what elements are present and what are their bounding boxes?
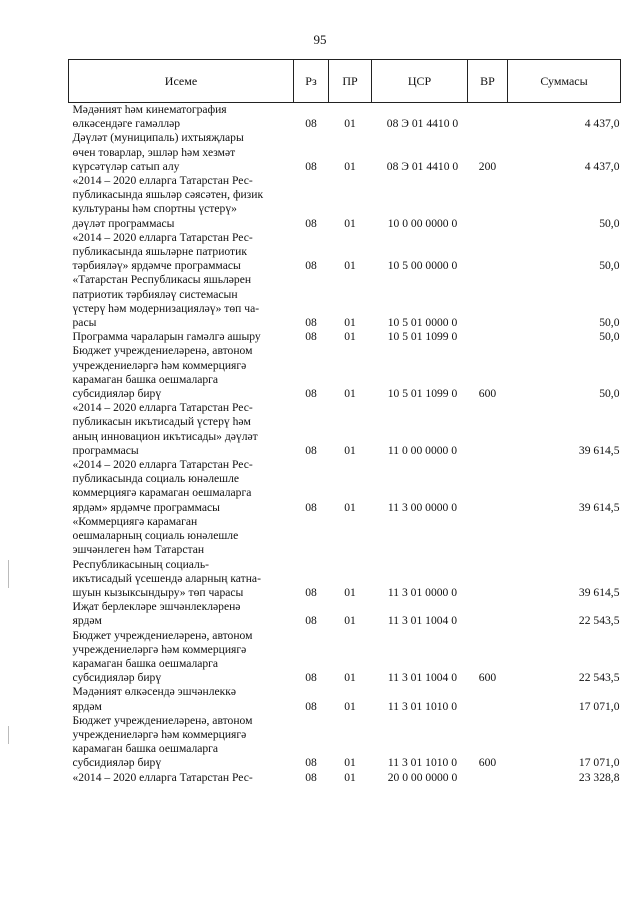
cell-name: Дәүләт (муниципаль) ихтыяҗлары өчен товарлар, эшләр һәм хезмәт күрсәтүләр сатып алу xyxy=(72,131,244,173)
cell-sum: 39 614,5 xyxy=(578,500,620,514)
cell-csr: 11 3 01 0000 0 xyxy=(387,585,458,599)
cell-csr: 11 3 01 1010 0 xyxy=(387,756,458,770)
table-header-row xyxy=(69,60,621,103)
cell-vr xyxy=(468,600,508,628)
page-number: 95 xyxy=(313,32,327,47)
cell-rz: 08 xyxy=(305,387,317,401)
cell-name: «2014 – 2020 елларга Татарстан Рес- публикасында социаль юнәлешле коммерциягә карамаган оешмаларга ярдәм» ярдәмче программасы xyxy=(72,458,253,514)
cell-pr: 01 xyxy=(344,387,356,401)
cell-sum: 50,0 xyxy=(599,387,620,401)
cell-vr: 200 xyxy=(478,159,497,173)
cell-vr xyxy=(468,401,508,458)
cell-sum: 50,0 xyxy=(599,259,620,273)
cell-pr: 01 xyxy=(344,259,356,273)
cell-name: «2014 – 2020 елларга Татарстан Рес- публикасында яшьләр сәясәтен, физик культураны һәм спортны үстерү» дәүләт программасы xyxy=(72,174,264,230)
cell-rz: 08 xyxy=(305,756,317,770)
header-csr: ЦСР xyxy=(372,60,468,103)
cell-pr: 01 xyxy=(344,585,356,599)
cell-name: «2014 – 2020 елларга Татарстан Рес- публикасын икътисадый үстерү һәм аның инновацион икътисады» дәүләт программасы xyxy=(72,401,258,457)
cell-sum: 22 543,5 xyxy=(578,614,620,628)
cell-rz: 08 xyxy=(305,443,317,457)
cell-name: Бюджет учреждениеләренә, автоном учреждениеләргә һәм коммерциягә карамаган башка оешмаларга субсидияләр бирү xyxy=(72,344,253,401)
table-row xyxy=(69,344,621,401)
cell-rz: 08 xyxy=(305,117,317,131)
cell-vr xyxy=(468,515,508,600)
scan-margin-mark xyxy=(8,726,9,744)
table-row xyxy=(69,629,621,686)
cell-sum: 50,0 xyxy=(599,316,620,330)
header-rz: Рз xyxy=(294,60,329,103)
table-row xyxy=(69,714,621,771)
cell-vr xyxy=(468,685,508,713)
cell-vr xyxy=(468,330,508,344)
cell-csr: 11 3 01 1004 0 xyxy=(387,671,458,685)
cell-vr xyxy=(468,174,508,231)
header-vr: ВР xyxy=(468,60,508,103)
cell-pr: 01 xyxy=(344,216,356,230)
cell-pr: 01 xyxy=(344,699,356,713)
cell-rz: 08 xyxy=(305,671,317,685)
cell-name: Иҗат берлекләре эшчәнлекләренә ярдәм xyxy=(72,600,241,628)
cell-csr: 11 3 00 0000 0 xyxy=(387,500,458,514)
cell-csr: 20 0 00 0000 0 xyxy=(387,770,458,784)
cell-vr xyxy=(468,231,508,274)
cell-rz: 08 xyxy=(305,259,317,273)
cell-name: «Коммерциягә карамаган оешмаларның социаль юнәлешле эшчәнлеген һәм Татарстан Республикасының социаль- икътисадый үсешендә аларның катна- шуын кызыксындыру» төп чарасы xyxy=(72,514,261,599)
cell-pr: 01 xyxy=(344,756,356,770)
cell-pr: 01 xyxy=(344,316,356,330)
cell-csr: 10 0 00 0000 0 xyxy=(387,216,458,230)
cell-sum: 50,0 xyxy=(599,330,620,344)
cell-name: «2014 – 2020 елларга Татарстан Рес- публикасында яшьләрне патриотик тәрбияләү» ярдәмче программасы xyxy=(72,230,253,273)
cell-pr: 01 xyxy=(344,614,356,628)
cell-name: Программа чараларын гамәлгә ашыру xyxy=(72,330,261,344)
table-row xyxy=(69,401,621,458)
cell-sum: 50,0 xyxy=(599,216,620,230)
cell-sum: 17 071,0 xyxy=(578,756,620,770)
table-row xyxy=(69,174,621,231)
cell-csr: 10 5 01 0000 0 xyxy=(387,316,458,330)
cell-vr xyxy=(468,458,508,515)
table-row xyxy=(69,273,621,330)
cell-name: Мәдәният өлкәсендә эшчәнлеккә ярдәм xyxy=(72,685,237,713)
cell-pr: 01 xyxy=(344,671,356,685)
cell-name: Бюджет учреждениеләренә, автоном учреждениеләргә һәм коммерциягә карамаган башка оешмаларга субсидияләр бирү xyxy=(72,713,253,770)
cell-rz: 08 xyxy=(305,770,317,784)
cell-sum: 39 614,5 xyxy=(578,443,620,457)
cell-name: Бюджет учреждениеләренә, автоном учреждениеләргә һәм коммерциягә карамаган башка оешмаларга субсидияләр бирү xyxy=(72,628,253,685)
cell-rz: 08 xyxy=(305,585,317,599)
cell-pr: 01 xyxy=(344,443,356,457)
cell-pr: 01 xyxy=(344,330,356,344)
cell-pr: 01 xyxy=(344,159,356,173)
cell-sum: 39 614,5 xyxy=(578,585,620,599)
header-name: Исеме xyxy=(69,60,294,103)
cell-rz: 08 xyxy=(305,699,317,713)
cell-csr: 11 0 00 0000 0 xyxy=(387,443,458,457)
cell-csr: 08 Э 01 4410 0 xyxy=(386,117,459,131)
table-row xyxy=(69,458,621,515)
cell-vr xyxy=(468,273,508,330)
cell-sum: 17 071,0 xyxy=(578,699,620,713)
cell-sum: 22 543,5 xyxy=(578,671,620,685)
cell-csr: 10 5 00 0000 0 xyxy=(387,259,458,273)
cell-vr xyxy=(468,771,508,785)
scan-margin-mark xyxy=(8,560,9,588)
cell-rz: 08 xyxy=(305,330,317,344)
header-pr: ПР xyxy=(329,60,372,103)
cell-name: «2014 – 2020 елларга Татарстан Рес- xyxy=(72,770,253,784)
table-row xyxy=(69,231,621,274)
cell-vr: 600 xyxy=(478,387,497,401)
table-row xyxy=(69,330,621,344)
cell-name: Мәдәният һәм кинематография өлкәсендәге гамәлләр xyxy=(72,103,227,131)
table-row xyxy=(69,103,621,132)
cell-csr: 10 5 01 1099 0 xyxy=(387,330,458,344)
cell-name: «Татарстан Республикасы яшьләрен патриотик тәрбияләү системасын үстерү һәм модернизацияләү» төп ча- расы xyxy=(72,273,260,330)
table-row xyxy=(69,771,621,785)
cell-vr: 600 xyxy=(478,671,497,685)
cell-csr: 11 3 01 1010 0 xyxy=(387,699,458,713)
cell-csr: 10 5 01 1099 0 xyxy=(387,387,458,401)
table-row xyxy=(69,685,621,713)
cell-rz: 08 xyxy=(305,159,317,173)
table-row xyxy=(69,515,621,600)
cell-rz: 08 xyxy=(305,614,317,628)
cell-rz: 08 xyxy=(305,500,317,514)
cell-pr: 01 xyxy=(344,117,356,131)
header-sum: Суммасы xyxy=(508,60,621,103)
cell-pr: 01 xyxy=(344,500,356,514)
cell-vr: 600 xyxy=(478,756,497,770)
cell-csr: 08 Э 01 4410 0 xyxy=(386,159,459,173)
cell-sum: 23 328,8 xyxy=(578,770,620,784)
budget-table xyxy=(68,59,621,785)
cell-vr xyxy=(468,103,508,132)
cell-rz: 08 xyxy=(305,216,317,230)
cell-csr: 11 3 01 1004 0 xyxy=(387,614,458,628)
cell-rz: 08 xyxy=(305,316,317,330)
cell-sum: 4 437,0 xyxy=(584,159,620,173)
cell-pr: 01 xyxy=(344,770,356,784)
table-row xyxy=(69,600,621,628)
table-body xyxy=(69,103,621,785)
table-row xyxy=(69,131,621,174)
cell-sum: 4 437,0 xyxy=(584,117,620,131)
